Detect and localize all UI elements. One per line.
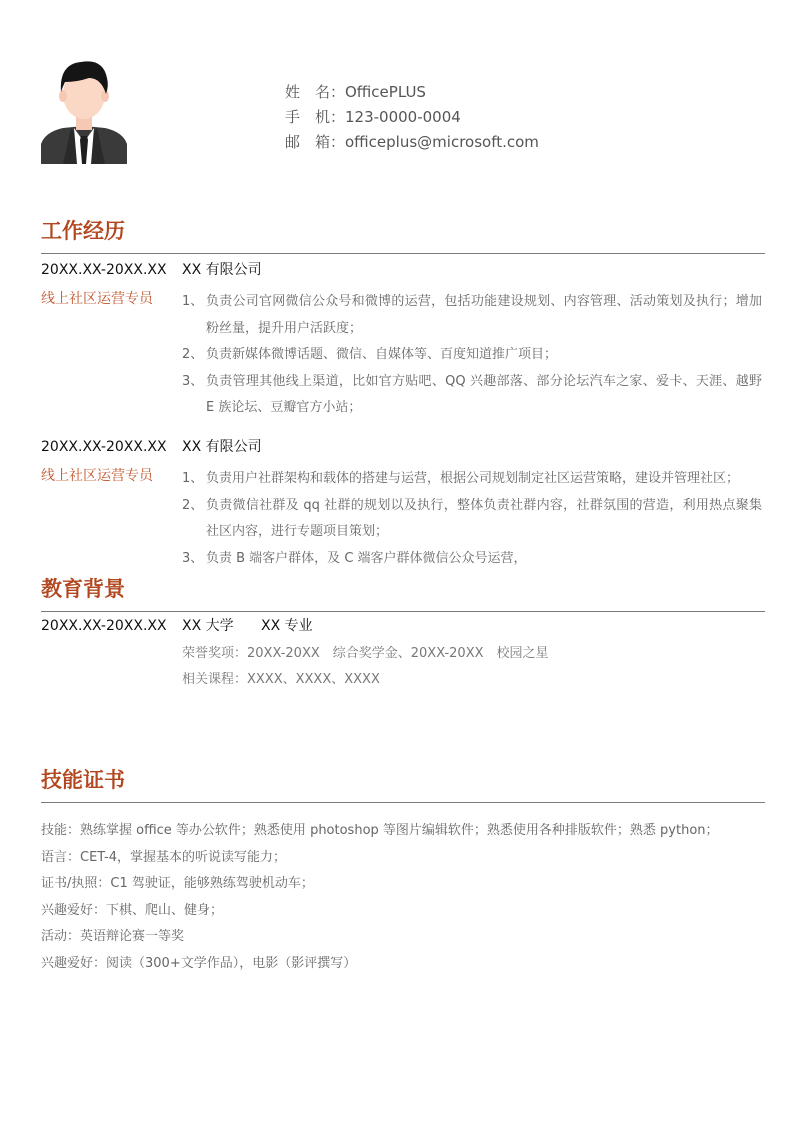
- work-role: 线上社区运营专员: [41, 291, 153, 307]
- work-company: XX 有限公司: [182, 262, 262, 278]
- skill-line: 活动：英语辩论赛一等奖: [41, 929, 185, 944]
- duty-number: 2、: [182, 347, 204, 362]
- skills-list: [41, 818, 765, 977]
- work-company: XX 有限公司: [182, 439, 262, 455]
- duty-text: 负责微信社群及 qq 社群的规划以及执行，整体负责社群内容，社群氛围的营造，利用热点聚集社区内容，进行专题项目策划；: [206, 497, 762, 539]
- work-date: 20XX.XX-20XX.XX: [41, 262, 167, 278]
- name-label: 姓 名：: [285, 83, 346, 101]
- duty-number: 3、: [182, 550, 204, 566]
- name-value: OfficePLUS: [345, 83, 426, 101]
- email-row: [285, 130, 539, 155]
- education-section-rule: [41, 611, 765, 612]
- phone-label: 手 机：: [285, 108, 346, 126]
- education-section-title: 教育背景: [41, 577, 125, 601]
- duty-number: 3、: [182, 373, 204, 389]
- phone-value: 123-0000-0004: [345, 108, 461, 126]
- duty-item: [182, 289, 762, 342]
- duty-item: [182, 546, 762, 573]
- skills-section-title: 技能证书: [41, 768, 125, 792]
- email-label: 邮 箱：: [285, 133, 346, 151]
- skill-line: 兴趣爱好：阅读（300+文学作品），电影（影评撰写）: [41, 955, 357, 971]
- duty-text: 负责用户社群架构和载体的搭建与运营，根据公司规划制定社区运营策略，建设并管理社区；: [206, 471, 740, 486]
- education-school: XX 大学: [182, 618, 234, 634]
- education-honors: 荣誉奖项：20XX-20XX 综合奖学金、20XX-20XX 校园之星: [182, 646, 549, 661]
- work-duties: [182, 289, 762, 422]
- duty-item: [182, 466, 762, 493]
- work-date: 20XX.XX-20XX.XX: [41, 439, 167, 455]
- duty-text: 负责管理其他线上渠道，比如官方贴吧、QQ 兴趣部落、部分论坛汽车之家、爱卡、天涯、越野 E 族论坛、豆瓣官方小站；: [206, 373, 762, 415]
- skills-section-rule: [41, 802, 765, 803]
- education-major: XX 专业: [261, 618, 313, 634]
- skill-line: 证书/执照：C1 驾驶证，能够熟练驾驶机动车；: [41, 876, 314, 891]
- phone-row: [285, 105, 539, 130]
- duty-number: 1、: [182, 471, 204, 486]
- education-courses: 相关课程：XXXX、XXXX、XXXX: [182, 672, 380, 687]
- email-value: officeplus@microsoft.com: [345, 133, 539, 151]
- duty-number: 1、: [182, 294, 204, 309]
- avatar: [41, 52, 127, 164]
- education-date: 20XX.XX-20XX.XX: [41, 618, 167, 634]
- skill-line: 语言：CET-4，掌握基本的听说读写能力；: [41, 849, 287, 865]
- skill-line: 技能：熟练掌握 office 等办公软件；熟悉使用 photoshop 等图片编辑软件；熟悉使用各种排版软件；熟悉 python；: [41, 823, 719, 838]
- duty-text: 负责新媒体微博话题、微信、自媒体等、百度知道推广项目；: [206, 347, 558, 362]
- work-section-rule: [41, 253, 765, 254]
- duty-number: 2、: [182, 497, 204, 513]
- name-row: [285, 80, 539, 105]
- contact-info: [285, 80, 539, 155]
- work-duties: [182, 466, 762, 572]
- work-role: 线上社区运营专员: [41, 468, 153, 484]
- duty-item: [182, 369, 762, 422]
- duty-text: 负责公司官网微信公众号和微博的运营，包括功能建设规划、内容管理、活动策划及执行；增加粉丝量，提升用户活跃度；: [206, 294, 762, 336]
- skill-line: 兴趣爱好：下棋、爬山、健身；: [41, 902, 224, 918]
- duty-text: 负责 B 端客户群体，及 C 端客户群体微信公众号运营，: [206, 550, 527, 566]
- work-section-title: 工作经历: [41, 219, 125, 243]
- duty-item: [182, 493, 762, 546]
- duty-item: [182, 342, 762, 369]
